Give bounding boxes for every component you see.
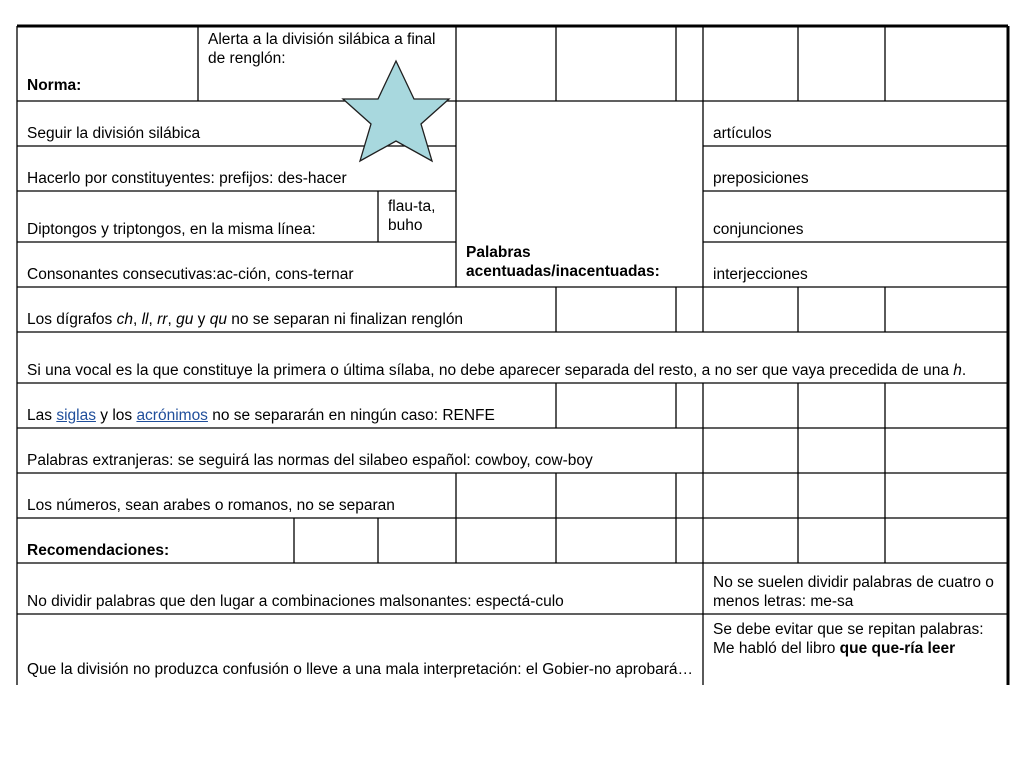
rule-seguir: Seguir la división silábica — [27, 125, 201, 142]
rule-numeros: Los números, sean arabes o romanos, no se separan — [27, 497, 395, 514]
side-conjunciones: conjunciones — [713, 221, 804, 238]
rule-malsonantes: No dividir palabras que den lugar a combinaciones malsonantes: espectá-culo — [27, 593, 564, 610]
alerta-cell: Alerta a la división silábica a final de renglón: — [208, 31, 436, 67]
rule-cuatro-letras: No se suelen dividir palabras de cuatro o menos letras: me-sa — [713, 574, 994, 610]
rule-digrafos: Los dígrafos ch, ll, rr, gu y qu no se separan ni finalizan renglón — [27, 311, 464, 328]
rule-diptongos: Diptongos y triptongos, en la misma línea: — [27, 221, 316, 238]
palabras-acentuadas: Palabras acentuadas/inacentuadas: — [466, 244, 660, 280]
acronimos-link[interactable]: acrónimos — [136, 407, 208, 424]
recomendaciones-header: Recomendaciones: — [27, 542, 170, 559]
side-interjecciones: interjecciones — [713, 266, 808, 283]
rule-constituyentes: Hacerlo por constituyentes: prefijos: des-hacer — [27, 170, 347, 187]
rule-vocal: Si una vocal es la que constituye la primera o última sílaba, no debe aparecer separada del resto, a no ser que vaya precedida de una h. — [27, 362, 967, 379]
rule-extranjeras: Palabras extranjeras: se seguirá las normas del silabeo español: cowboy, cow-boy — [27, 452, 593, 469]
siglas-link[interactable]: siglas — [56, 407, 96, 424]
rule-confusion: Que la división no produzca confusión o lleve a una mala interpretación: el Gobier-no aprobará… — [27, 661, 694, 678]
rule-consonantes: Consonantes consecutivas:ac-ción, cons-ternar — [27, 266, 354, 283]
side-articulos: artículos — [713, 125, 772, 142]
rule-repitan: Se debe evitar que se repitan palabras: Me habló del libro que que-ría leer — [713, 621, 984, 657]
diptongo-example: flau-ta, buho — [388, 198, 436, 234]
rule-siglas: Las siglas y los acrónimos no se separarán en ningún caso: RENFE — [27, 407, 495, 424]
norma-header: Norma: — [27, 77, 82, 94]
side-preposiciones: preposiciones — [713, 170, 809, 187]
